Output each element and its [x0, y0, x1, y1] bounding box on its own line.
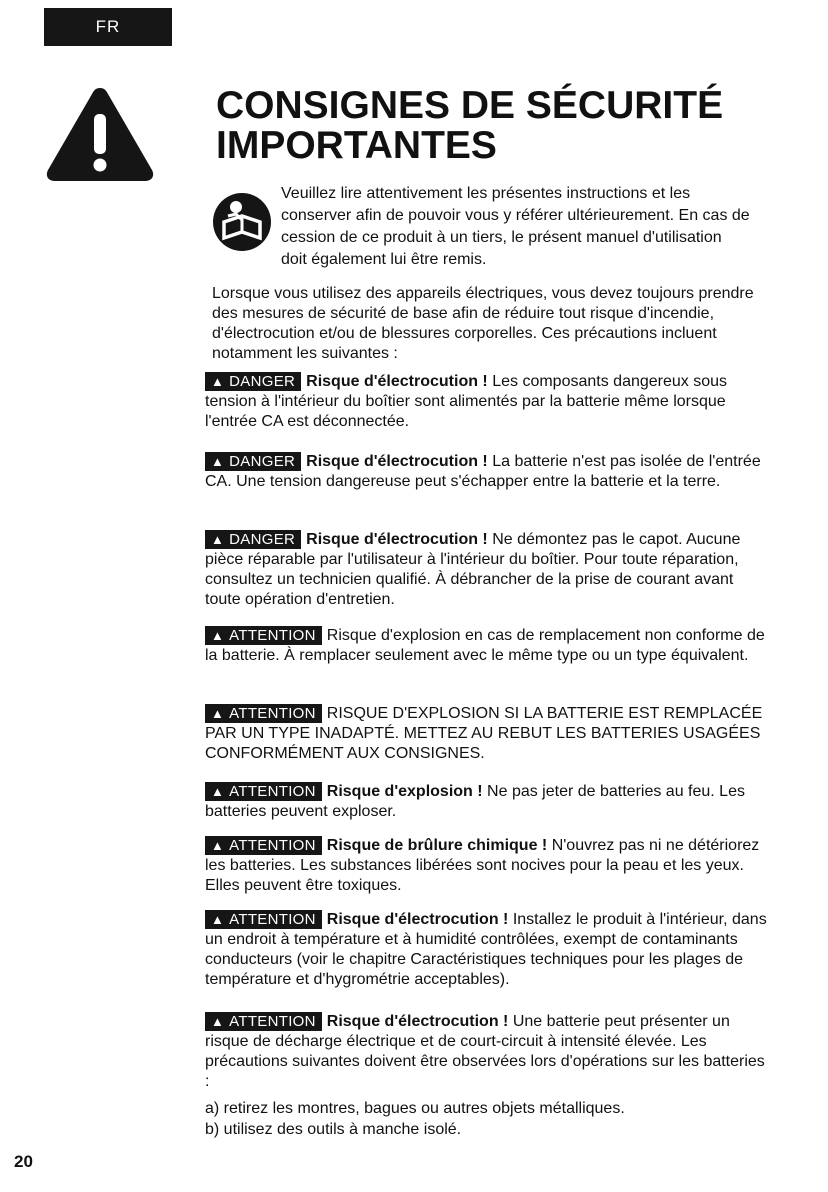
notice-heading: Risque d'électrocution ! [326, 1013, 509, 1030]
warning-icon: ▲ [211, 784, 225, 799]
badge-label: ATTENTION [229, 837, 316, 854]
read-manual-icon [212, 192, 272, 252]
page-title [216, 86, 723, 166]
attention-badge [205, 626, 322, 645]
danger-badge [205, 530, 301, 549]
safety-notice [205, 782, 773, 822]
warning-icon: ▲ [211, 706, 225, 721]
attention-badge [205, 704, 322, 723]
attention-badge [205, 782, 322, 801]
badge-label: ATTENTION [229, 627, 316, 644]
notice-text: RISQUE D'EXPLOSION SI LA BATTERIE EST REMPLACÉE PAR UN TYPE INADAPTÉ. METTEZ AU REBUT LES BATTERIES USAGÉES CONFORMÉMENT AUX CONSIGNES. [205, 705, 763, 762]
attention-badge [205, 836, 322, 855]
badge-label: DANGER [229, 373, 296, 390]
notice-heading: Risque d'électrocution ! [306, 531, 488, 548]
notice-text: Risque d'explosion en cas de remplacement non conforme de la batterie. À remplacer seulement avec le même type ou un type équivalent. [205, 627, 765, 664]
notice-text: Une batterie peut présenter un risque de décharge électrique et de court-circuit à intensité élevée. Les précautions suivantes doivent être observées lors d'opérations sur les batteries : [205, 1013, 765, 1090]
warning-icon: ▲ [211, 628, 225, 643]
badge-label: DANGER [229, 531, 296, 548]
badge-label: ATTENTION [229, 911, 316, 928]
page-number: 20 [14, 1152, 33, 1171]
notice-text: Ne démontez pas le capot. Aucune pièce réparable par l'utilisateur à l'intérieur du boîtier. Pour toute réparation, consultez un technicien qualifié. À débrancher de la prise de courant avant toute opération d'entretien. [205, 531, 741, 608]
safety-notice [205, 372, 773, 432]
warning-icon: ▲ [211, 374, 225, 389]
danger-badge [205, 452, 301, 471]
general-precautions: Lorsque vous utilisez des appareils électriques, vous devez toujours prendre des mesures de sécurité de base afin de réduire tout risque d'incendie, d'électrocution et/ou de blessures corporelles. Ces précautions incluent notamment les suivantes : [212, 285, 754, 362]
warning-icon: ▲ [211, 838, 225, 853]
notice-heading: Risque d'explosion ! [326, 783, 483, 800]
language-tab: FR [44, 8, 172, 46]
badge-label: ATTENTION [229, 783, 316, 800]
badge-label: DANGER [229, 453, 296, 470]
safety-notice [205, 910, 773, 990]
warning-triangle-icon [44, 84, 156, 184]
safety-notice [205, 452, 773, 492]
notice-heading: Risque d'électrocution ! [306, 373, 488, 390]
safety-notice [205, 530, 773, 610]
attention-badge [205, 1012, 322, 1031]
precautions-list [205, 1098, 765, 1140]
safety-notice [205, 704, 773, 764]
warning-icon: ▲ [211, 454, 225, 469]
danger-badge [205, 372, 301, 391]
title-line-1: CONSIGNES DE SÉCURITÉ [216, 84, 724, 127]
warning-icon: ▲ [211, 532, 225, 547]
intro-paragraph: Veuillez lire attentivement les présentes instructions et les conserver afin de pouvoir vous y référer ultérieurement. En cas de cession de ce produit à un tiers, le présent manuel d'utilisation doit également lui être remis. [281, 185, 750, 268]
safety-notice [205, 626, 773, 666]
badge-label: ATTENTION [229, 1013, 316, 1030]
notice-heading: Risque d'électrocution ! [326, 911, 509, 928]
list-item: a) retirez les montres, bagues ou autres objets métalliques. [205, 1100, 625, 1117]
notice-heading: Risque d'électrocution ! [306, 453, 488, 470]
list-item: b) utilisez des outils à manche isolé. [205, 1121, 462, 1138]
title-line-2: IMPORTANTES [216, 124, 497, 167]
notice-text: Ne pas jeter de batteries au feu. Les batteries peuvent exploser. [205, 783, 745, 820]
safety-notice [205, 836, 773, 896]
attention-badge [205, 910, 322, 929]
notice-text: Installez le produit à l'intérieur, dans un endroit à température et à humidité contrôlées, exempt de contaminants conducteurs (voir le chapitre Caractéristiques techniques pour les plages de température et d'hygrométrie acceptables). [205, 911, 767, 988]
notice-text: N'ouvrez pas ni ne détériorez les batteries. Les substances libérées sont nocives pour la peau et les yeux. Elles peuvent être toxiques. [205, 837, 760, 894]
warning-icon: ▲ [211, 912, 225, 927]
safety-notice [205, 1012, 773, 1092]
warning-icon: ▲ [211, 1014, 225, 1029]
notice-heading: Risque de brûlure chimique ! [326, 837, 548, 854]
notice-text: Les composants dangereux sous tension à l'intérieur du boîtier sont alimentés par la batterie même lorsque l'entrée CA est déconnectée. [205, 373, 728, 430]
badge-label: ATTENTION [229, 705, 316, 722]
notice-text: La batterie n'est pas isolée de l'entrée CA. Une tension dangereuse peut s'échapper entre la batterie et la terre. [205, 453, 761, 490]
